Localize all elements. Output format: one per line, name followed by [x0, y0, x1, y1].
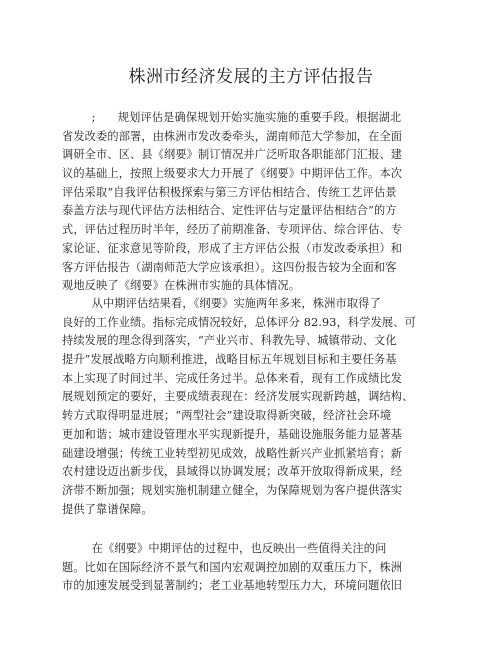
paragraph-line: 题。比如在国际经济不景气和国内宏观调控加剧的双重压力下，株洲 [62, 560, 403, 574]
paragraph-line: 家论证、征求意见等阶段，形成了主方评估公报（市发改委承担）和 [62, 241, 403, 255]
paragraph-2 [62, 295, 442, 519]
paragraph-line: 济带不断加强；规划实施机制建立健全，为保障规划为客户提供落实 [62, 483, 403, 497]
paragraph-line: 调研全市、区、县《纲要》制订情况并广泛听取各职能部门汇报、建 [62, 148, 403, 162]
paragraph-line: 良好的工作业绩。指标完成情况较好，总体评分 82.93，科学发展、可 [62, 315, 416, 329]
paragraph-line: 省发改委的部署，由株洲市发改委牵头，湖南师范大学参加，在全面 [62, 129, 403, 143]
paragraph-line: 从中期评估结果看，《纲要》实施两年多来，株洲市取得了 [62, 297, 381, 310]
paragraph-line: 市的加速发展受到显著制约；老工业基地转型压力大，环境问题依旧 [62, 579, 403, 593]
paragraph-line: 更加和谐；城市建设管理水平实现新提升，基础设施服务能力显著基 [62, 427, 403, 441]
paragraph-line: 提供了靠谱保障。 [62, 502, 153, 516]
paragraph-line: 展规划预定的要好，主要成绩表现在：经济发展实现新跨越，调结构、 [62, 390, 414, 404]
paragraph-line: 式，评估过程历时半年，经历了前期准备、专项评估、综合评估、专 [62, 223, 403, 237]
paragraph-line: 提升”发展战略方向顺利推进，战略目标五年规划目标和主要任务基 [62, 353, 397, 367]
paragraph-3 [62, 540, 442, 596]
document-title: 株洲市经济发展的主方评估报告 [128, 67, 374, 87]
paragraph-1 [62, 109, 442, 296]
paragraph-line: 在《纲要》中期评估的过程中，也反映出一些值得关注的问 [62, 542, 387, 555]
paragraph-line: 本上实现了时间过半、完成任务过半。总体来看，现有工作成绩比发 [62, 371, 403, 385]
paragraph-line: 议的基础上，按照上级要求大力开展了《纲要》中期评估工作。本次 [62, 167, 403, 181]
paragraph-line: ; 规划评估是确保规划开始实施实施的重要手段。根据湖北 [62, 111, 402, 124]
paragraph-line: 转方式取得明显进展；“两型社会”建设取得新突破，经济社会环境 [62, 409, 392, 423]
paragraph-line: 础建设增强；传统工业转型初见成效，战略性新兴产业抓紧培育；新 [62, 446, 403, 460]
paragraph-line: 客方评估报告（湖南师范大学应该承担）。这四份报告较为全面和客 [62, 260, 397, 274]
paragraph-line: 观地反映了《纲要》在株洲市实施的具体情况。 [62, 279, 301, 293]
paragraph-line: 持续发展的理念得到落实，“产业兴市、科教先导、城镇带动、文化 [62, 334, 397, 348]
paragraph-line: 评估采取“自我评估积极探索与第三方评估相结合、传统工艺评估景 [62, 185, 397, 199]
paragraph-line: 农村建设迈出新步伐，县域得以协调发展；改革开放取得新成果，经 [62, 465, 403, 479]
paragraph-line: 泰盖方法与现代评估方法相结合、定性评估与定量评估相结合”的方 [62, 204, 397, 218]
